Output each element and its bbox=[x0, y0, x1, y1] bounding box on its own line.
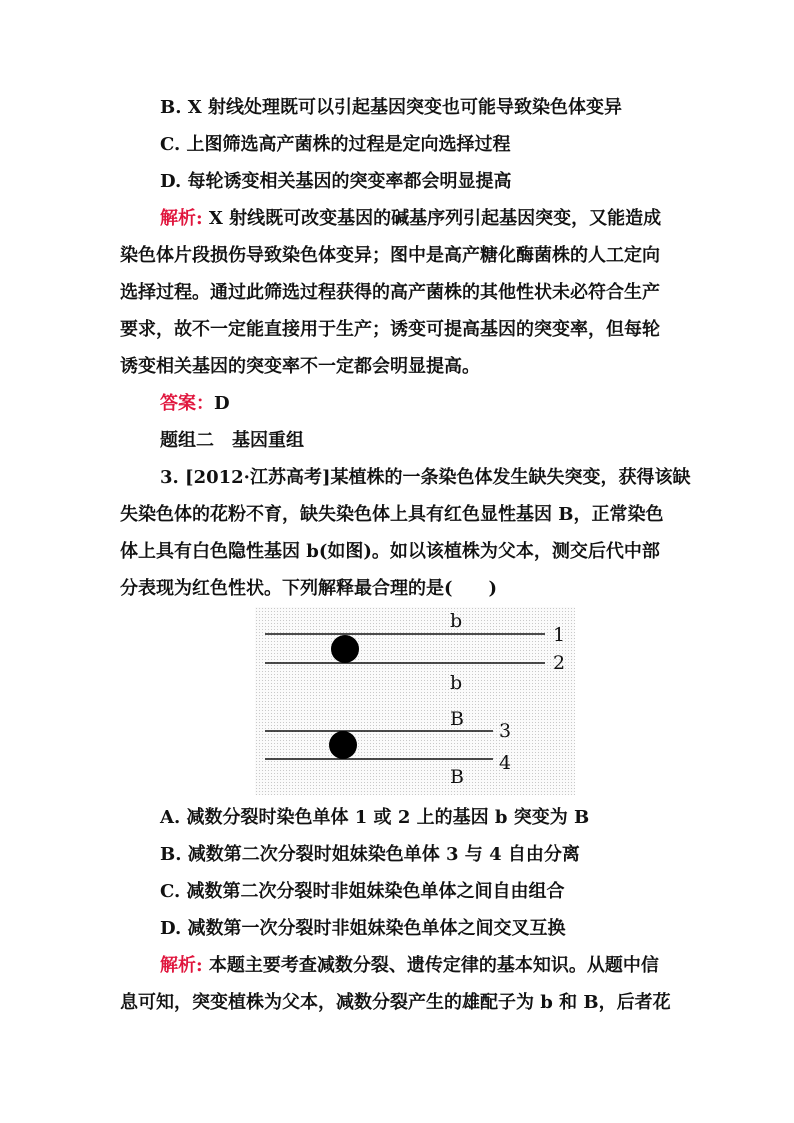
chromatid-number-1: 1 bbox=[553, 624, 566, 646]
centromere-1 bbox=[331, 635, 359, 663]
centromere-2 bbox=[329, 731, 357, 759]
option-d: D. 减数第一次分裂时非姐妹染色单体之间交叉互换 bbox=[160, 918, 566, 939]
explanation-2-label: 解析: bbox=[160, 955, 203, 976]
gene-label-B-top: B bbox=[450, 708, 464, 730]
explanation-1-line-3: 选择过程。通过此筛选过程获得的高产菌株的其他性状未必符合生产 bbox=[120, 282, 660, 303]
group-title: 题组二 基因重组 bbox=[160, 430, 304, 451]
option-a: A. 减数分裂时染色单体 1 或 2 上的基因 b 突变为 B bbox=[160, 807, 590, 828]
explanation-1-line-5: 诱变相关基因的突变率不一定都会明显提高。 bbox=[120, 356, 480, 377]
explanation-2-text: 本题主要考查减数分裂、遗传定律的基本知识。从题中信 bbox=[202, 955, 659, 976]
chromatid-number-3: 3 bbox=[499, 720, 512, 742]
chromatid-number-4: 4 bbox=[499, 752, 512, 774]
explanation-text: X 射线既可改变基因的碱基序列引起基因突变，又能造成 bbox=[202, 208, 662, 229]
explanation-2-line-1 bbox=[160, 954, 720, 978]
explanation-2-line-2: 息可知，突变植株为父本，减数分裂产生的雄配子为 b 和 B，后者花 bbox=[120, 992, 671, 1013]
question-3-line-3: 体上具有白色隐性基因 b(如图)。如以该植株为父本，测交后代中部 bbox=[120, 541, 660, 562]
option-c-previous: C. 上图筛选高产菌株的过程是定向选择过程 bbox=[160, 134, 511, 155]
explanation-1-line-4: 要求，故不一定能直接用于生产；诱变可提高基因的突变率，但每轮 bbox=[120, 319, 660, 340]
explanation-1-line-2: 染色体片段损伤导致染色体变异；图中是高产糖化酶菌株的人工定向 bbox=[120, 245, 660, 266]
gene-label-B-bottom: B bbox=[450, 766, 464, 788]
option-d-previous: D. 每轮诱变相关基因的突变率都会明显提高 bbox=[160, 171, 512, 192]
chromosome-diagram bbox=[255, 607, 575, 795]
option-b: B. 减数第二次分裂时姐妹染色单体 3 与 4 自由分离 bbox=[160, 844, 580, 865]
question-3-line-2: 失染色体的花粉不育，缺失染色体上具有红色显性基因 B，正常染色 bbox=[120, 504, 664, 525]
explanation-label: 解析: bbox=[160, 208, 203, 229]
answer-label: 答案： bbox=[160, 393, 214, 414]
answer-value: D bbox=[214, 393, 230, 414]
gene-label-b-top: b bbox=[450, 610, 463, 632]
gene-label-b-bottom: b bbox=[450, 672, 463, 694]
chromatid-number-2: 2 bbox=[553, 652, 566, 674]
explanation-1-line-1 bbox=[160, 207, 720, 231]
chromosome-figure bbox=[255, 607, 575, 795]
option-b-previous: B. X 射线处理既可以引起基因突变也可能导致染色体变异 bbox=[160, 97, 622, 118]
option-c: C. 减数第二次分裂时非姐妹染色单体之间自由组合 bbox=[160, 881, 565, 902]
question-3-line-1: 3. [2012·江苏高考]某植株的一条染色体发生缺失突变，获得该缺 bbox=[160, 467, 691, 488]
answer-line bbox=[160, 392, 720, 416]
question-3-line-4: 分表现为红色性状。下列解释最合理的是( ) bbox=[120, 578, 498, 599]
